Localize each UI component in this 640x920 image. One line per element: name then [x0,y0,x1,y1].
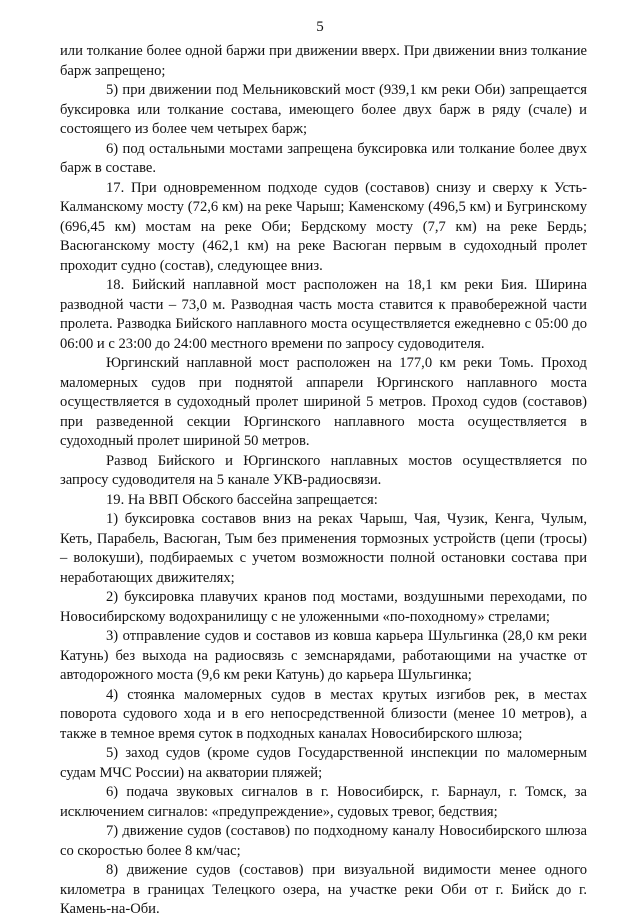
paragraph-continuation: или толкание более одной баржи при движении вверх. При движении вниз толкание барж запрещено; [60,43,587,79]
paragraph-item-5-melnikovsky: 5) при движении под Мельниковский мост (939,1 км реки Оби) запрещается буксировка или толкание состава, имеющего более двух барж в ряду (счале) и состоящего из более чем четырех барж; [60,82,587,137]
paragraph-item-5: 5) заход судов (кроме судов Государственной инспекции по маломерным судам МЧС России) на акватории пляжей; [60,745,587,781]
paragraph-item-2: 2) буксировка плавучих кранов под мостами, воздушными переходами, по Новосибирскому водохранилищу с не уложенными «по-походному» стрелами; [60,589,587,625]
paragraph-section-18: 18. Бийский наплавной мост расположен на 18,1 км реки Бия. Ширина разводной части – 73,0 м. Разводная часть моста ставится к правобережной части пролета. Разводка Бийского наплавного моста осуществляется ежедневно с 05:00 до 06:00 и с 23:00 до 24:00 местного времени по запросу судоводителя. [60,277,587,352]
paragraph-item-4: 4) стоянка маломерных судов в местах крутых изгибов рек, в местах поворота судового хода и в его непосредственной близости (менее 10 метров), а также в темное время суток в подходных каналах Новосибирского шлюза; [60,686,587,742]
paragraph-item-3: 3) отправление судов и составов из ковша карьера Шульгинка (28,0 км реки Катунь) без выхода на радиосвязь с земснарядами, работающими на участке от автодорожного моста (9,6 км реки Катунь) до карьера Шульгинка; [60,628,587,683]
paragraph-section-17: 17. При одновременном подходе судов (составов) снизу и сверху к Усть-Калманскому мосту (72,6 км) на реке Чарыш; Каменскому (496,5 км) и Бугринскому (696,45 км) мостам на реке Оби; Бердскому мосту (7,7 км) на реке Бердь; Васюганскому мосту (462,1 км) на реке Васюган первым в судоходный пролет проходит судно (состав), следующее вниз. [60,179,587,274]
document-body [60,42,587,920]
paragraph-yurga-bridge: Юргинский наплавной мост расположен на 177,0 км реки Томь. Проход маломерных судов при поднятой аппарели Юргинского наплавного моста осуществляется в судоходный пролет шириной 5 метров. Проход судов (составов) при разведенной секции Юргинского наплавного моста осуществляется в судоходный пролет шириной 50 метров. [60,355,587,449]
paragraph-item-6-other-bridges: 6) под остальными мостами запрещена буксировка или толкание более двух барж в составе. [60,140,587,176]
paragraph-item-8: 8) движение судов (составов) при визуальной видимости менее одного километра в границах Телецкого озера, на участке реки Оби от г. Бийск до г. Камень-на-Оби. [60,862,587,917]
paragraph-item-1: 1) буксировка составов вниз на реках Чарыш, Чая, Чузик, Кенга, Чулым, Кеть, Парабель, Васюган, Тым без применения тормозных устройств (цепи (тросы) – волокуши), подбираемых с учетом возможности полной остановки состава при неработающих движителях; [60,511,587,586]
paragraph-bridge-opening: Развод Бийского и Юргинского наплавных мостов осуществляется по запросу судоводителя на 5 канале УКВ-радиосвязи. [60,452,587,488]
page-number: 5 [316,19,324,35]
paragraph-item-6: 6) подача звуковых сигналов в г. Новосибирск, г. Барнаул, г. Томск, за исключением сигналов: «предупреждение», судовых тревог, бедствия; [60,784,587,820]
paragraph-section-19: 19. На ВВП Обского бассейна запрещается: [106,491,378,508]
paragraph-item-7: 7) движение судов (составов) по подходному каналу Новосибирского шлюза со скоростью более 8 км/час; [60,823,587,859]
